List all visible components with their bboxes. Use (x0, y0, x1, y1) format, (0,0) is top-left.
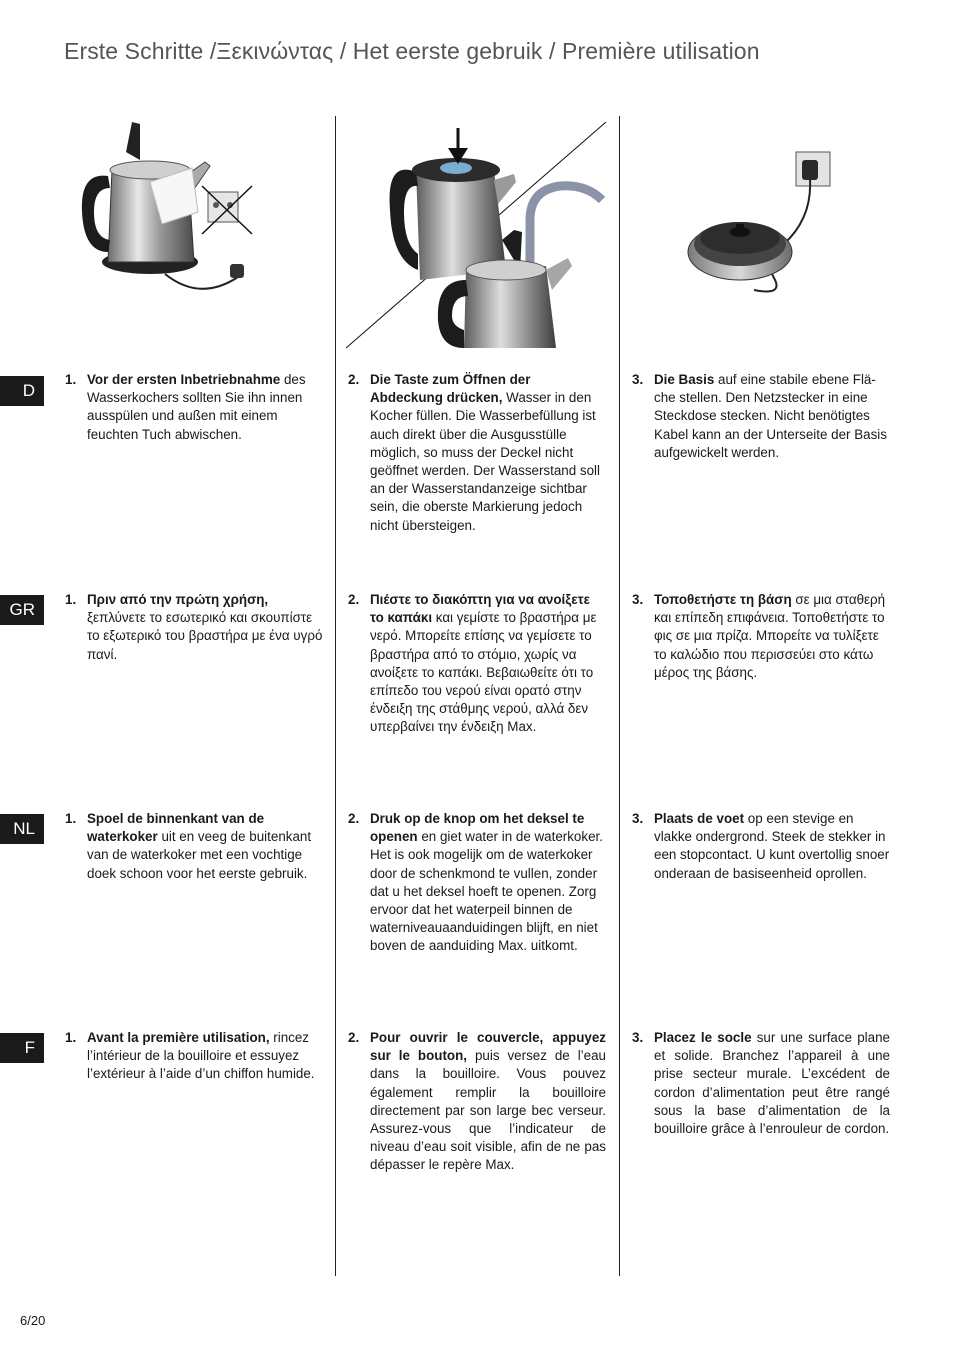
step-text: des Wasserkochers sollten Sie ihn innen ausspülen und außen mit einem feuchten Tuch abwischen. (87, 372, 306, 442)
base-plug-illustration (684, 148, 844, 300)
step-text: rincez l’intérieur de la bouilloire et essuyez l’extérieur à l’aide d’un chiffon humide. (87, 1030, 315, 1082)
language-tab-nl: NL (0, 814, 44, 844)
step-bold-text: Πριν από την πρώτη χρήση, (87, 592, 269, 607)
kettle-wipe-illustration (70, 112, 270, 302)
step-number: 3. (632, 811, 644, 826)
step-d-3 (632, 371, 890, 462)
step-text: sur une surface plane et solide. Branchez l’appareil à une prise secteur murale. L’excédent de cordon d’alimentation peut être rangé sous la base d’alimentation de la bouilloire grâce à l’enrouleur de cordon. (654, 1030, 890, 1137)
step-number: 3. (632, 372, 644, 387)
step-bold-text: Pour ouvrir le couvercle, appuyez sur le bouton, (370, 1030, 606, 1064)
step-number: 1. (65, 372, 77, 387)
step-gr-2 (348, 591, 606, 737)
step-number: 1. (65, 1030, 77, 1045)
language-tab-f: F (0, 1033, 44, 1063)
step-nl-1 (65, 810, 327, 883)
step-bold-text: Τοποθετήστε τη βάση (654, 592, 792, 607)
step-f-2 (348, 1029, 606, 1175)
step-bold-text: Placez le socle (654, 1030, 752, 1045)
step-number: 2. (348, 1030, 360, 1045)
page-title: Erste Schritte /Ξεκινώντας / Het eerste gebruik / Première utilisation (64, 38, 760, 64)
step-bold-text: Die Taste zum Öffnen der Abdeckung drücken, (370, 372, 531, 406)
page-number: 6/20 (20, 1313, 46, 1328)
step-text: σε μια σταθερή και επίπεδη επιφάνεια. Τοποθετήστε το φις σε μια πρίζα. Μπορείτε να τυλίξετε το καλώδιο που περισσεύει στο κάτω μέρος της βάσης. (654, 592, 886, 680)
step-text: ξεπλύνετε το εσωτερικό και σκουπίστε το εξωτερικό του βραστήρα με ένα υγρό πανί. (87, 610, 323, 662)
step-bold-text: Plaats de voet (654, 811, 745, 826)
step-bold-text: Druk op de knop om het deksel te openen (370, 811, 585, 845)
language-tab-gr: GR (0, 595, 44, 625)
step-bold-text: Avant la première utilisation, (87, 1030, 270, 1045)
step-bold-text: Die Basis (654, 372, 715, 387)
step-text: Wasser in den Kocher füllen. Die Wasserbefüllung ist auch direkt über die Ausgusstülle möglich, so muss der Deckel nicht geöffnet werden. Der Wasserstand soll an der Wasserstandanzeige sichtbar sein, die oberste Markierung jedoch nicht übersteigen. (370, 390, 600, 533)
step-number: 2. (348, 372, 360, 387)
step-number: 2. (348, 592, 360, 607)
step-d-2 (348, 371, 606, 535)
step-gr-3 (632, 591, 890, 682)
column-divider (335, 116, 336, 1276)
step-f-3 (632, 1029, 890, 1138)
step-gr-1 (65, 591, 327, 664)
step-bold-text: Vor der ersten Inbetriebnahme (87, 372, 281, 387)
step-number: 3. (632, 1030, 644, 1045)
step-f-1 (65, 1029, 327, 1084)
step-text: puis versez de l’eau dans la bouilloire. Vous pouvez également remplir la bouilloire directement par son large bec verseur. Assurez-vous que l’indicateur de niveau d’eau soit visible, afin de ne pas dépasser le repère Max. (370, 1048, 606, 1173)
step-text: en giet water in de waterkoker. Het is ook mogelijk om de waterkoker door de schenkmond te vullen, zonder dat u het deksel hoeft te openen. Zorg ervoor dat het waterpeil binnen de waterniveauaanduidingen blijft, en niet boven de aanduiding Max. uitkomt. (370, 829, 603, 954)
step-nl-3 (632, 810, 890, 883)
step-text: και γεμίστε το βραστήρα με νερό. Μπορείτε επίσης να γεμίσετε το βραστήρα από το στόμιο, χωρίς να ανοίξετε το καπάκι. Βεβαιωθείτε ότι το επίπεδο του νερού είναι ορατό στην ένδειξη της στάθμης νερού, αλλά δεν υπερβαίνει την ένδειξη Max. (370, 610, 597, 735)
step-number: 3. (632, 592, 644, 607)
language-tab-d: D (0, 376, 44, 406)
step-number: 1. (65, 811, 77, 826)
step-text: op een stevige en vlakke ondergrond. Steek de stekker in een stopcontact. U kunt overtollig snoer onderaan de basiseenheid oprollen. (654, 811, 890, 881)
step-bold-text: Πιέστε το διακόπτη για να ανοίξετε το καπάκι (370, 592, 590, 626)
step-bold-text: Spoel de binnenkant van de waterkoker (87, 811, 265, 845)
step-nl-2 (348, 810, 606, 956)
step-text: auf eine stabile ebene Fläche stellen. Den Netzstecker in eine Steckdose stecken. Nicht benötigtes Kabel kann an der Unterseite der Basis aufgewickelt werden. (654, 372, 887, 460)
column-divider (619, 116, 620, 1276)
step-d-1 (65, 371, 327, 444)
step-number: 1. (65, 592, 77, 607)
kettle-fill-illustration (346, 120, 608, 350)
step-text: uit en veeg de buitenkant van de waterkoker met een vochtige doek schoon voor het eerste gebruik. (87, 829, 312, 881)
step-number: 2. (348, 811, 360, 826)
